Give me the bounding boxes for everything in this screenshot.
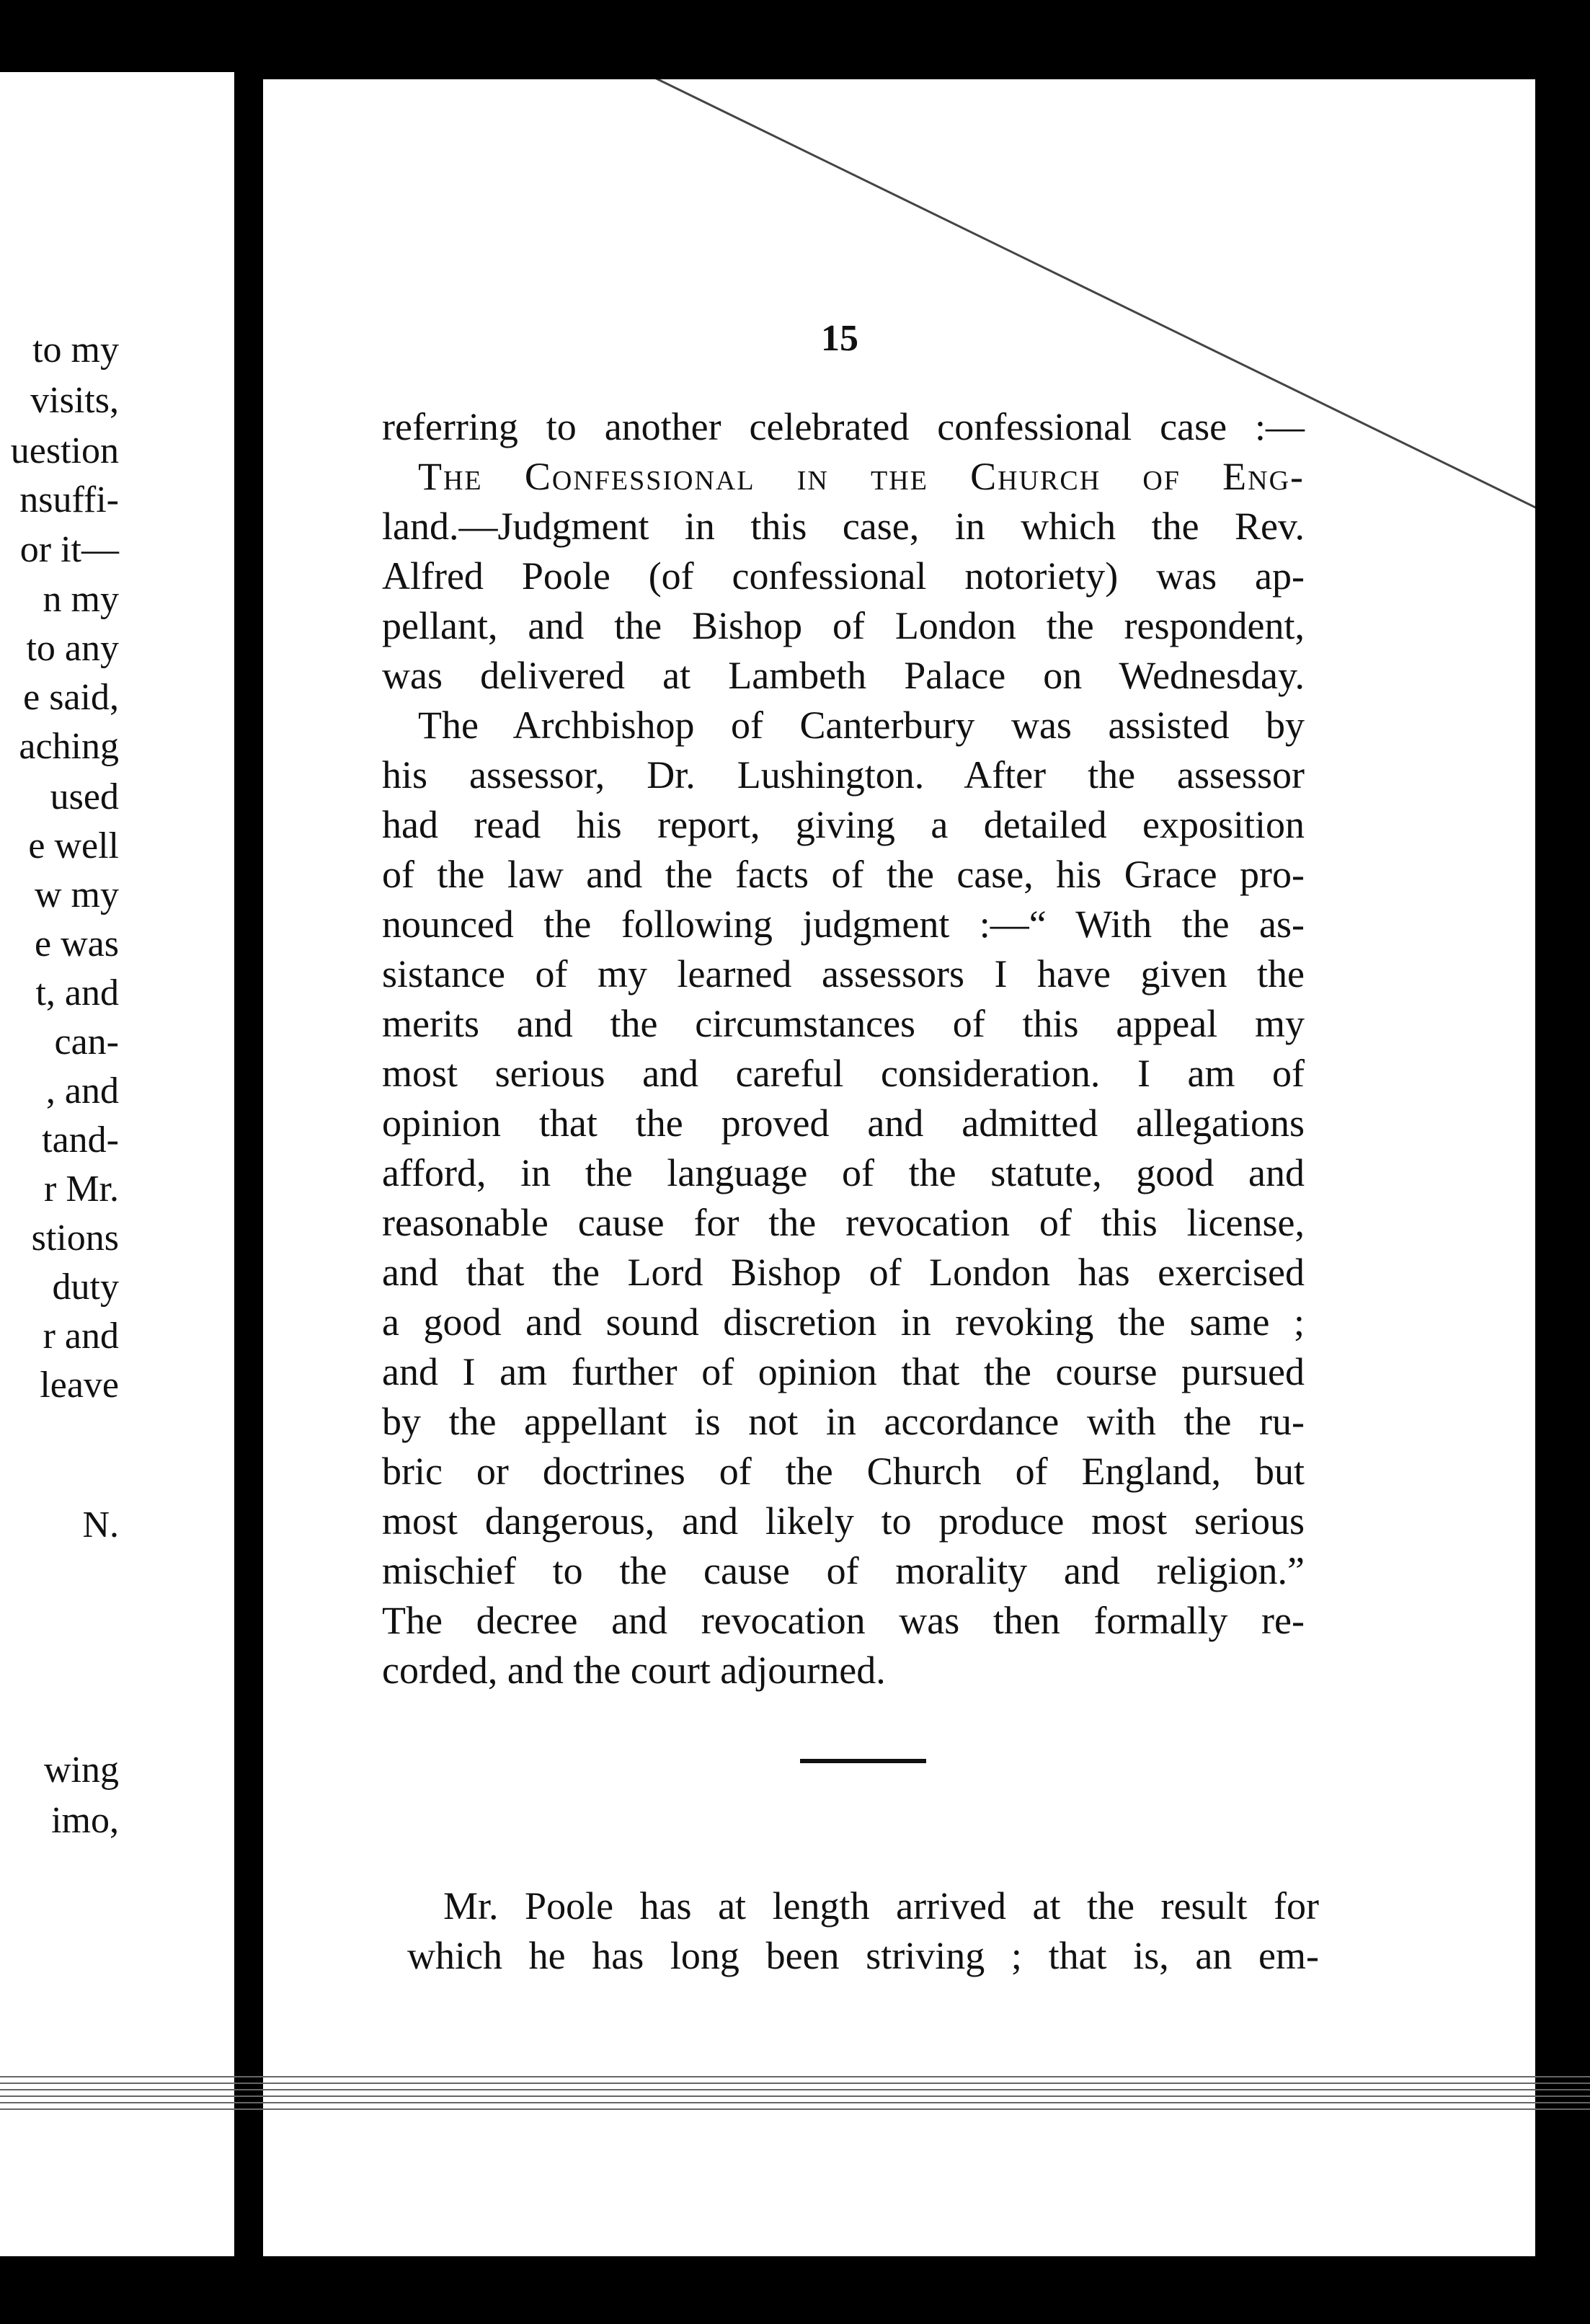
text-line: had read his report, giving a detailed exposition [382, 803, 1305, 846]
previous-page-line: duty [52, 1267, 119, 1308]
previous-page-line: r and [43, 1316, 119, 1357]
previous-page-line: stions [31, 1218, 119, 1259]
section-heading: The Confessional in the Church of Eng- [418, 455, 1305, 498]
section-divider-rule [800, 1759, 926, 1763]
text-line: his assessor, Dr. Lushington. After the assessor [382, 753, 1305, 797]
previous-page-line: e said, [23, 677, 119, 718]
continuation-text-block [407, 1881, 1319, 1981]
edge-line [0, 2076, 1590, 2077]
previous-page-line: leave [40, 1365, 119, 1406]
text-line: nounced the following judgment :—“ With the as- [382, 902, 1305, 946]
text-line: bric or doctrines of the Church of England, but [382, 1450, 1305, 1493]
text-line: most dangerous, and likely to produce most serious [382, 1499, 1305, 1543]
previous-page-line: to my [32, 329, 119, 371]
text-line: pellant, and the Bishop of London the respondent, [382, 604, 1305, 647]
text-line: opinion that the proved and admitted allegations [382, 1101, 1305, 1145]
previous-page-line: tand- [42, 1119, 119, 1161]
previous-page-line: , and [45, 1070, 119, 1112]
previous-page-line: n my [43, 579, 119, 620]
previous-page-line: e well [28, 825, 119, 866]
previous-page-fragment [0, 72, 234, 2256]
section-heading-line [382, 452, 1305, 502]
text-line: by the appellant is not in accordance with the ru- [382, 1400, 1305, 1443]
scanner-edge-lines [0, 2076, 1590, 2126]
main-text-block [382, 402, 1305, 1695]
previous-page-line: nsuffi- [19, 479, 119, 520]
edge-line [0, 2089, 1590, 2090]
text-line: referring to another celebrated confessional case :— [382, 405, 1305, 448]
previous-page-line: r Mr. [44, 1168, 119, 1210]
previous-page-line: or it— [19, 529, 119, 570]
previous-page-line: used [50, 776, 119, 817]
text-line: The decree and revocation was then formally re- [382, 1599, 1305, 1642]
text-line: reasonable cause for the revocation of this license, [382, 1201, 1305, 1244]
previous-page-line: imo, [51, 1800, 119, 1841]
text-line: which he has long been striving ; that is, an em- [407, 1934, 1319, 1977]
text-line: corded, and the court adjourned. [382, 1649, 886, 1692]
text-line: sistance of my learned assessors I have given the [382, 952, 1305, 995]
text-line: and I am further of opinion that the course pursued [382, 1350, 1305, 1393]
edge-line [0, 2108, 1590, 2110]
text-line: was delivered at Lambeth Palace on Wednesday. [382, 654, 1305, 697]
text-line: mischief to the cause of morality and religion.” [382, 1549, 1305, 1592]
text-line: land.—Judgment in this case, in which the Rev. [382, 505, 1305, 548]
book-binding-gutter [234, 0, 263, 2324]
text-line: merits and the circumstances of this appeal my [382, 1002, 1305, 1045]
previous-page-line: t, and [35, 972, 119, 1014]
text-line: Mr. Poole has at length arrived at the result for [443, 1884, 1319, 1928]
edge-line [0, 2095, 1590, 2097]
book-page [263, 79, 1535, 2256]
previous-page-line: visits, [30, 380, 119, 421]
previous-page-line: aching [19, 726, 119, 767]
previous-page-line: can- [54, 1021, 119, 1063]
edge-line [0, 2102, 1590, 2103]
text-line: Alfred Poole (of confessional notoriety) was ap- [382, 554, 1305, 598]
text-line: of the law and the facts of the case, his Grace pro- [382, 853, 1305, 896]
previous-page-line: wing [44, 1749, 119, 1791]
previous-page-line: N. [82, 1504, 119, 1545]
text-line: afford, in the language of the statute, good and [382, 1151, 1305, 1194]
previous-page-line: to any [26, 628, 119, 669]
text-line: and that the Lord Bishop of London has exercised [382, 1251, 1305, 1294]
text-line: The Archbishop of Canterbury was assisted by [418, 704, 1305, 747]
previous-page-line: e was [35, 923, 119, 964]
page-number: 15 [821, 318, 858, 359]
edge-line [0, 2083, 1590, 2084]
previous-page-line: uestion [10, 430, 119, 471]
text-line: a good and sound discretion in revoking the same ; [382, 1300, 1305, 1344]
previous-page-line: w my [35, 874, 119, 915]
text-line: most serious and careful consideration. I am of [382, 1052, 1305, 1095]
